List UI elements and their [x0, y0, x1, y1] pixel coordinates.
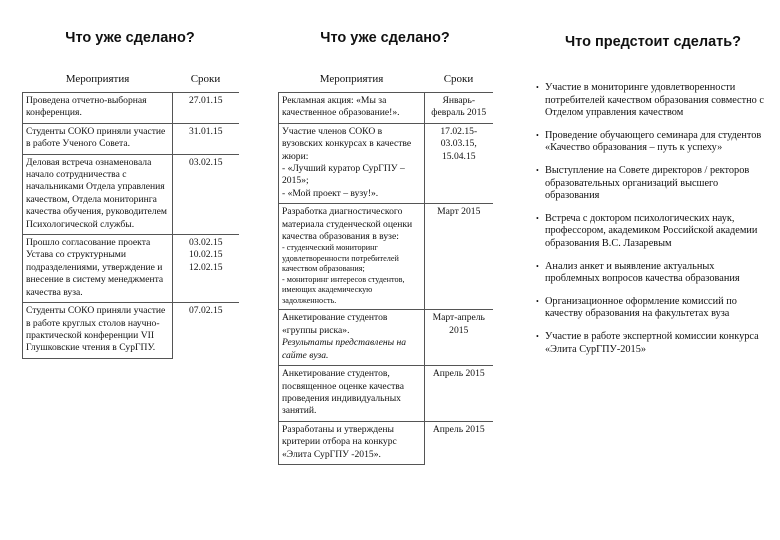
event-line: - «Лучший куратор СурГПУ – 2015»; [282, 163, 405, 187]
date-line: Апрель 2015 [432, 423, 485, 435]
event-cell: Проведена отчетно-выборная конференция. [23, 93, 173, 124]
bullet-icon: • [536, 130, 539, 140]
table-row [279, 123, 493, 203]
date-line: 12.02.15 [188, 261, 223, 273]
event-cell [279, 310, 425, 366]
table-row [279, 366, 493, 422]
table-row [23, 303, 239, 359]
date-line: 17.02.15- [440, 125, 478, 137]
date-cell [425, 366, 493, 422]
date-line: 03.02.15 [188, 237, 223, 249]
table-row [279, 93, 493, 124]
event-line: Разработаны и утверждены критерии отбора на конкурс «Элита СурГПУ -2015». [282, 423, 397, 460]
todo-item [536, 296, 770, 321]
bullet-icon: • [536, 213, 539, 223]
events-table [278, 66, 493, 465]
todo-item [536, 261, 770, 286]
todo-item-text: Участие в работе экспертной комиссии конкурса «Элита СурГПУ-2015» [545, 330, 759, 355]
date-cell [425, 93, 493, 124]
event-cell: Прошло согласование проекта Устава со структурными подразделениями, утверждение и внесение в систему менеджмента качества вуза. [23, 235, 173, 303]
table-row [23, 93, 239, 124]
date-line: 10.02.15 [188, 249, 223, 261]
todo-item-text: Выступление на Совете директоров / ректоров образовательных организаций высшего образования [545, 164, 750, 202]
todo-list [536, 82, 770, 366]
table-row [279, 421, 493, 464]
event-cell [279, 93, 425, 124]
events-column-header: Мероприятия [23, 66, 173, 93]
table-row [23, 154, 239, 234]
event-cell: Студенты СОКО приняли участие в работе круглых столов научно-практической конференции VII Глушковские чтения в СурГПУ. [23, 303, 173, 359]
event-line: Анкетирование студентов «группы риска». [282, 312, 388, 336]
bullet-icon: • [536, 83, 539, 92]
panel-heading: Что уже сделано? [65, 30, 195, 46]
event-note: Результаты представлены на сайте вуза. [282, 337, 407, 361]
date-cell [425, 310, 493, 366]
todo-item [536, 165, 770, 203]
todo-item-text: Проведение обучающего семинара для студентов «Качество образования – путь к успеху» [545, 129, 762, 154]
events-table-body [279, 93, 493, 465]
date-cell [173, 123, 239, 154]
dates-column-header: Сроки [425, 66, 493, 93]
date-line: Март-апрель 2015 [432, 312, 485, 336]
event-cell [279, 123, 425, 203]
todo-item [536, 130, 770, 155]
date-line: Январь-февраль 2015 [431, 95, 487, 119]
event-line: Анкетирование студентов, посвященное оценке качества проведения индивидуальных занятий. [282, 368, 404, 417]
date-cell [173, 154, 239, 234]
date-line: 03.03.15, [440, 138, 477, 150]
date-line: 03.02.15 [188, 156, 223, 168]
table-row [279, 204, 493, 310]
date-line: 31.01.15 [188, 125, 223, 137]
dates-column-header: Сроки [173, 66, 239, 93]
event-cell: Студенты СОКО приняли участие в работе Ученого Совета. [23, 123, 173, 154]
event-subline: - мониторинг интересов студентов, имеющих академическую задолженность. [282, 274, 405, 305]
event-subline: - студенческий мониторинг удовлетворенности потребителей качеством образования; [282, 243, 399, 274]
events-table-body [23, 93, 239, 359]
bullet-icon: • [536, 261, 539, 271]
event-cell [279, 421, 425, 464]
event-line: Рекламная акция: «Мы за качественное образование!». [282, 95, 400, 119]
event-cell [279, 204, 425, 310]
events-column-header: Мероприятия [279, 66, 425, 93]
date-cell [425, 123, 493, 203]
date-line: Март 2015 [437, 206, 481, 218]
event-line: - «Мой проект – вузу!». [282, 187, 379, 199]
todo-item [536, 82, 770, 120]
todo-item-text: Встреча с доктором психологических наук, профессором, академиком Российской академии образования В.С. Лазаревым [545, 212, 758, 249]
date-cell [173, 303, 239, 359]
panel-heading: Что уже сделано? [320, 30, 450, 46]
date-line: Апрель 2015 [432, 368, 485, 380]
todo-item-text: Организационное оформление комиссий по качеству образования на факультетах вуза [545, 295, 737, 320]
event-cell: Деловая встреча ознаменовала начало сотрудничества с начальниками Отдела управления качеством, Отдела мониторинга качества обучения, руководителем Психологической службы. [23, 154, 173, 234]
table-header-row [23, 66, 239, 93]
date-line: 15.04.15 [441, 150, 476, 162]
bullet-icon: • [536, 296, 539, 306]
event-cell [279, 366, 425, 422]
date-cell [425, 421, 493, 464]
date-line: 07.02.15 [188, 305, 223, 317]
date-cell [173, 93, 239, 124]
todo-item [536, 331, 770, 356]
todo-item-text: Анализ анкет и выявление актуальных проблемных вопросов качества образования [545, 260, 740, 285]
date-line: 27.01.15 [188, 95, 223, 106]
bullet-icon: • [536, 165, 539, 175]
event-line: Участие членов СОКО в вузовских конкурсах в качестве жюри: [282, 125, 412, 162]
bullet-icon: • [536, 331, 539, 341]
panel-heading: Что предстоит сделать? [564, 34, 742, 50]
event-line: Разработка диагностического материала студенческой оценки качества образования в вузе: [282, 206, 413, 243]
table-row [279, 310, 493, 366]
todo-item-text: Участие в мониторинге удовлетворенности потребителей качеством образования совместно с Отделом управления качеством [545, 82, 764, 119]
table-header-row [279, 66, 493, 93]
todo-item [536, 213, 770, 251]
date-cell [425, 204, 493, 310]
table-row [23, 123, 239, 154]
date-cell [173, 235, 239, 303]
events-table [22, 66, 239, 359]
table-row [23, 235, 239, 303]
